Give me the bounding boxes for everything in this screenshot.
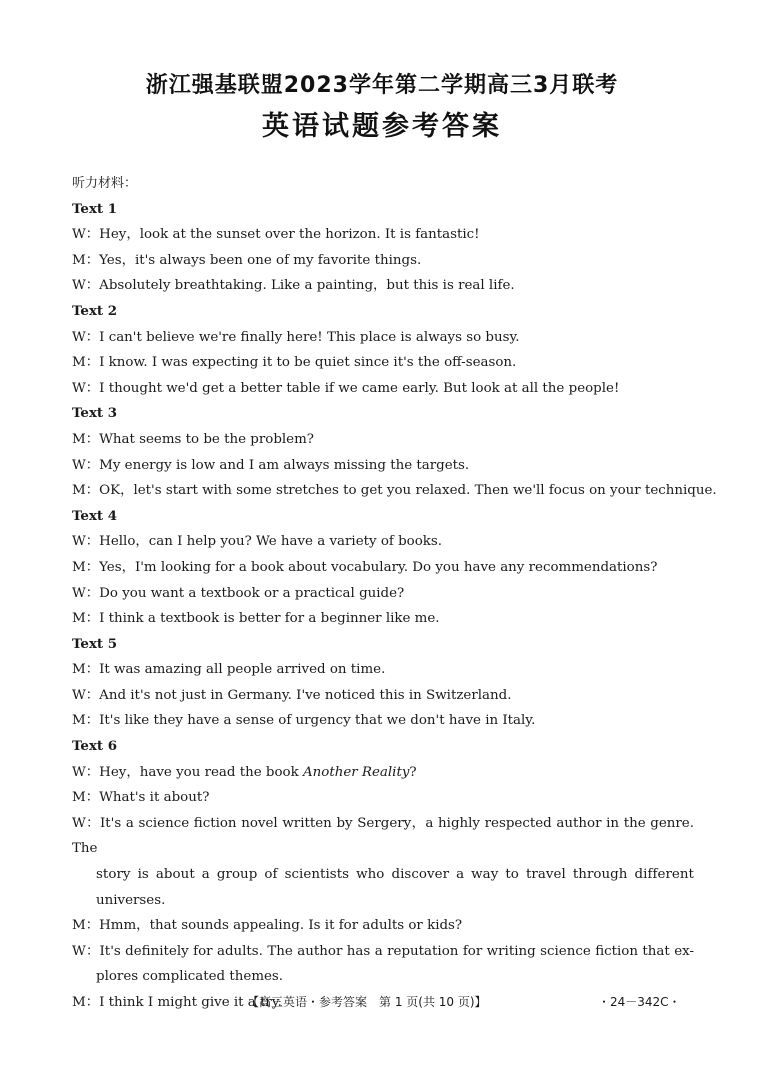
footer-code: ・24－342C・: [598, 995, 681, 1009]
dialogue-line: [72, 760, 694, 786]
answer-key-title: 英语试题参考答案: [262, 111, 502, 142]
dialogue-line: W：I thought we'd get a better table if we came early. But look at all the people!: [72, 380, 620, 396]
dialogue-line: M：It's like they have a sense of urgency that we don't have in Italy.: [72, 713, 536, 729]
text-heading: Text 2: [72, 302, 118, 319]
listening-material: [72, 171, 717, 1016]
text-heading: Text 1: [72, 200, 118, 217]
text-heading: Text 3: [72, 405, 118, 422]
dialogue-line: M：Yes，I'm looking for a book about vocabulary. Do you have any recommendations?: [72, 559, 658, 575]
dialogue-line: W：Absolutely breathtaking. Like a painting，but this is real life.: [72, 278, 515, 294]
dialogue-line: M：It was amazing all people arrived on time.: [72, 662, 386, 678]
dialogue-line: W：I can't believe we're finally here! This place is always so busy.: [72, 329, 520, 345]
footer-page-info: 【高三英语・参考答案 第 1 页(共 10 页)】: [247, 995, 487, 1009]
dialogue-line-continued: story is about a group of scientists who discover a way to travel through different: [96, 867, 694, 883]
dialogue-line: M：I think a textbook is better for a beginner like me.: [72, 611, 440, 627]
dialogue-line: W：Do you want a textbook or a practical guide?: [72, 585, 405, 601]
dialogue-line: M：Hmm，that sounds appealing. Is it for adults or kids?: [72, 918, 463, 934]
dialogue-line: M：I think I might give it a try.: [72, 995, 282, 1010]
book-title: Another Reality: [302, 764, 410, 780]
dialogue-line: W：My energy is low and I am always missing the targets.: [72, 457, 470, 473]
exam-title: 浙江强基联盟2023学年第二学期高三3月联考: [145, 73, 619, 98]
text-heading: Text 5: [72, 635, 118, 652]
dialogue-line: M：What's it about?: [72, 790, 210, 806]
text-heading: Text 6: [72, 738, 118, 755]
text-heading: Text 4: [72, 507, 118, 524]
dialogue-text: W：Hey，have you read the book: [72, 764, 303, 780]
dialogue-line: M：Yes，it's always been one of my favorite things.: [72, 252, 422, 268]
dialogue-line: W：And it's not just in Germany. I've noticed this in Switzerland.: [72, 687, 512, 703]
dialogue-text: ?: [409, 764, 417, 780]
dialogue-line: M：What seems to be the problem?: [72, 431, 314, 447]
dialogue-line: M：I know. I was expecting it to be quiet since it's the off-season.: [72, 355, 517, 371]
dialogue-line: W：Hello，can I help you? We have a variety of books.: [72, 534, 443, 550]
section-label: 听力材料：: [72, 176, 138, 191]
dialogue-line-continued: plores complicated themes.: [96, 969, 284, 985]
dialogue-line: W：Hey，look at the sunset over the horizon. It is fantastic!: [72, 227, 480, 243]
dialogue-line-continued: universes.: [96, 892, 166, 908]
dialogue-line: M：OK，let's start with some stretches to get you relaxed. Then we'll focus on your technique.: [72, 483, 717, 499]
dialogue-line: W：It's a science fiction novel written by Sergery，a highly respected author in the genre. The: [72, 815, 694, 857]
dialogue-line: W：It's definitely for adults. The author has a reputation for writing science fiction that ex-: [72, 943, 694, 959]
